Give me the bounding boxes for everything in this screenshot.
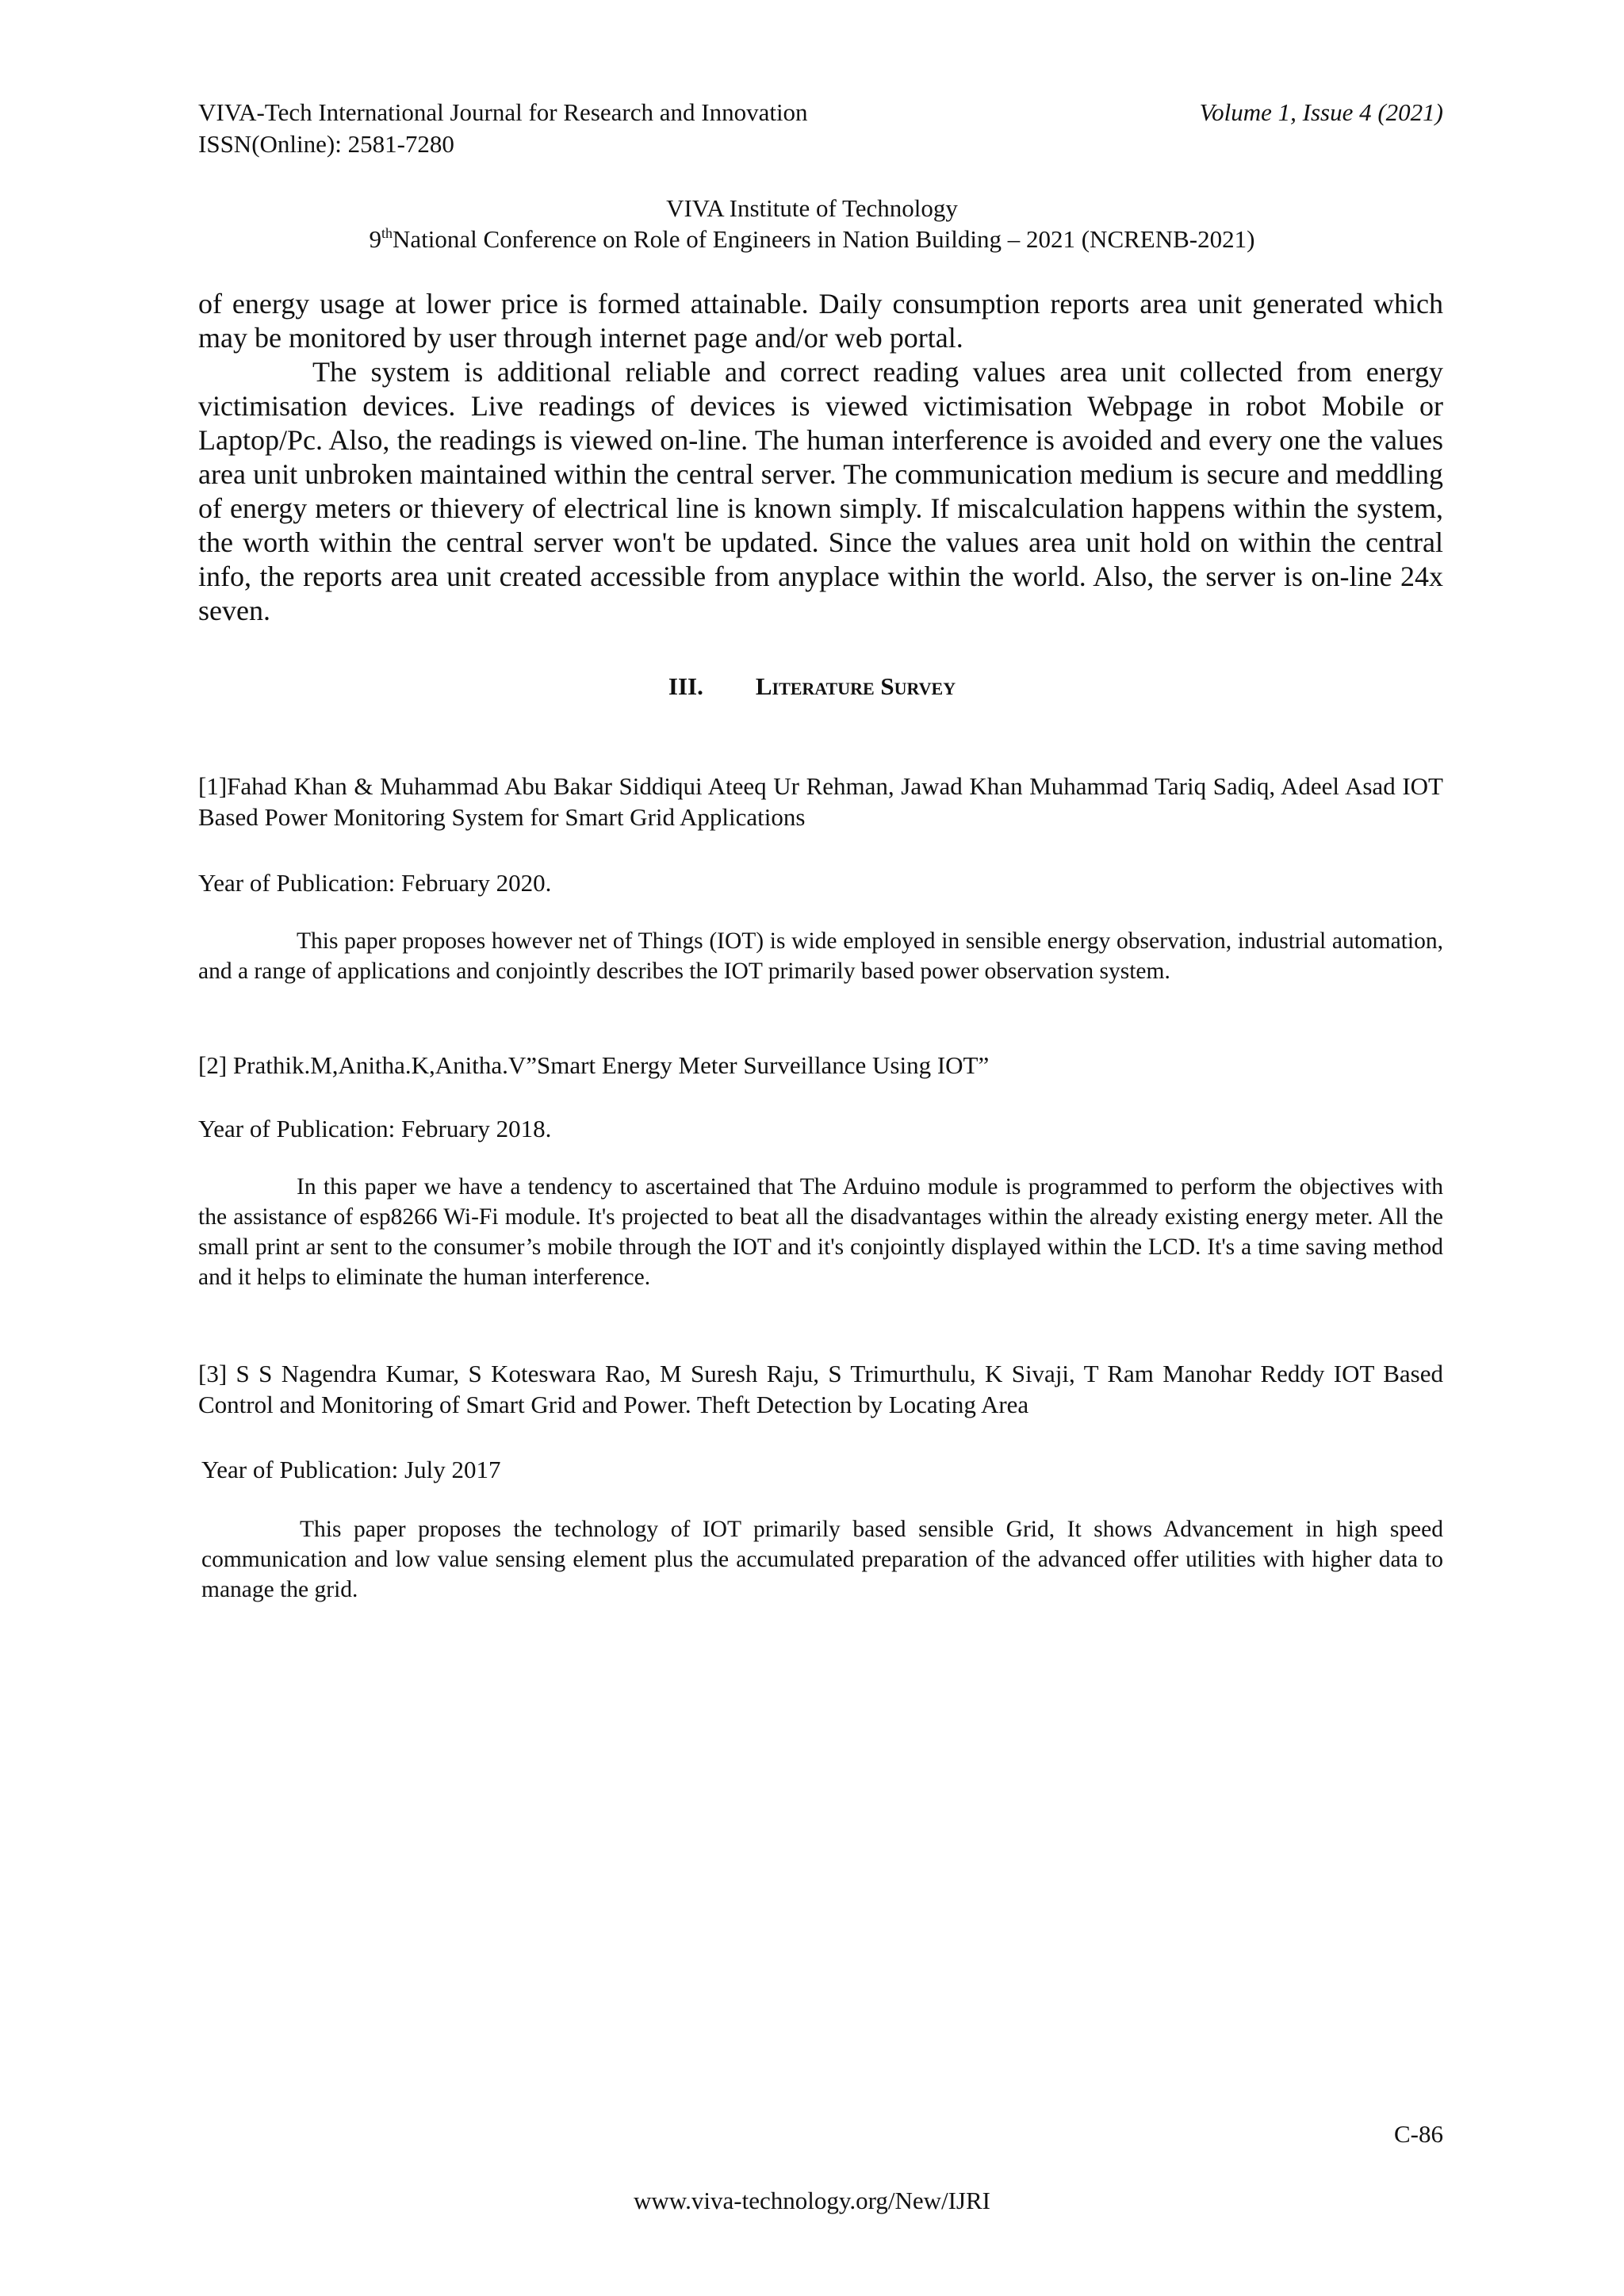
reference-citation: [3] S S Nagendra Kumar, S Koteswara Rao, M Suresh Raju, S Trimurthulu, K Sivaji, T Ram Manohar Reddy IOT Based Control and Monitoring of Smart Grid and Power. Theft Detection by Locating Area: [198, 1360, 1443, 1418]
body-paragraph-2: The system is additional reliable and correct reading values area unit collected from energy victimisation devices. Live readings of devices is viewed victimisation Webpage in robot Mobile or Laptop/Pc. Also, the readings is viewed on-line. The human interference is avoided and every one the values area unit unbroken maintained within the central server. The communication medium is secure and meddling of energy meters or thievery of electrical line is known simply. If miscalculation happens within the system, the worth within the central server won't be updated. Since the values area unit hold on within the central info, the reports area unit created accessible from anyplace within the world. Also, the server is on-line 24x seven.: [198, 356, 1443, 626]
reference-year: Year of Publication: July 2017: [201, 1456, 501, 1483]
section-number: III.: [668, 672, 703, 700]
conference-title: [0, 224, 1624, 255]
conference-name: National Conference on Role of Engineers in Nation Building – 2021 (NCRENB-2021): [393, 225, 1255, 253]
body-paragraph-1: of energy usage at lower price is formed attainable. Daily consumption reports area unit generated which may be monitored by user through internet page and/or web portal.: [198, 288, 1443, 354]
page-number: C-86: [1394, 2120, 1443, 2148]
institute-name: VIVA Institute of Technology: [666, 194, 958, 222]
footer-url[interactable]: www.viva-technology.org/New/IJRI: [634, 2187, 990, 2214]
reference-citation: [1]Fahad Khan & Muhammad Abu Bakar Siddiqui Ateeq Ur Rehman, Jawad Khan Muhammad Tariq Sadiq, Adeel Asad IOT Based Power Monitoring System for Smart Grid Applications: [198, 772, 1443, 831]
section-heading: [0, 672, 1624, 701]
conference-ordinal-number: 9: [369, 225, 382, 253]
reference-year: Year of Publication: February 2020.: [198, 869, 552, 897]
conference-ordinal-suffix: th: [381, 225, 393, 241]
reference-summary: This paper proposes the technology of IOT primarily based sensible Grid, It shows Advancement in high speed communication and low value sensing element plus the accumulated preparation of the advanced offer utilities with higher data to manage the grid.: [201, 1517, 1443, 1602]
reference-citation: [2] Prathik.M,Anitha.K,Anitha.V”Smart Energy Meter Surveillance Using IOT”: [198, 1051, 990, 1079]
issn: ISSN(Online): 2581-7280: [198, 130, 454, 158]
volume-issue: Volume 1, Issue 4 (2021): [1199, 98, 1443, 126]
reference-summary: This paper proposes however net of Things (IOT) is wide employed in sensible energy observation, industrial automation, and a range of applications and conjointly describes the IOT primarily based power observation system.: [198, 928, 1443, 984]
reference-summary: In this paper we have a tendency to ascertained that The Arduino module is programmed to perform the objectives with the assistance of esp8266 Wi-Fi module. It's projected to beat all the disadvantages within the already existing energy meter. All the small print ar sent to the consumer’s mobile through the IOT and it's conjointly displayed within the LCD. It's a time saving method and it helps to eliminate the human interference.: [198, 1174, 1443, 1290]
section-title: Literature Survey: [755, 672, 956, 700]
journal-title: VIVA-Tech International Journal for Research and Innovation: [198, 98, 808, 126]
reference-year: Year of Publication: February 2018.: [198, 1115, 552, 1142]
